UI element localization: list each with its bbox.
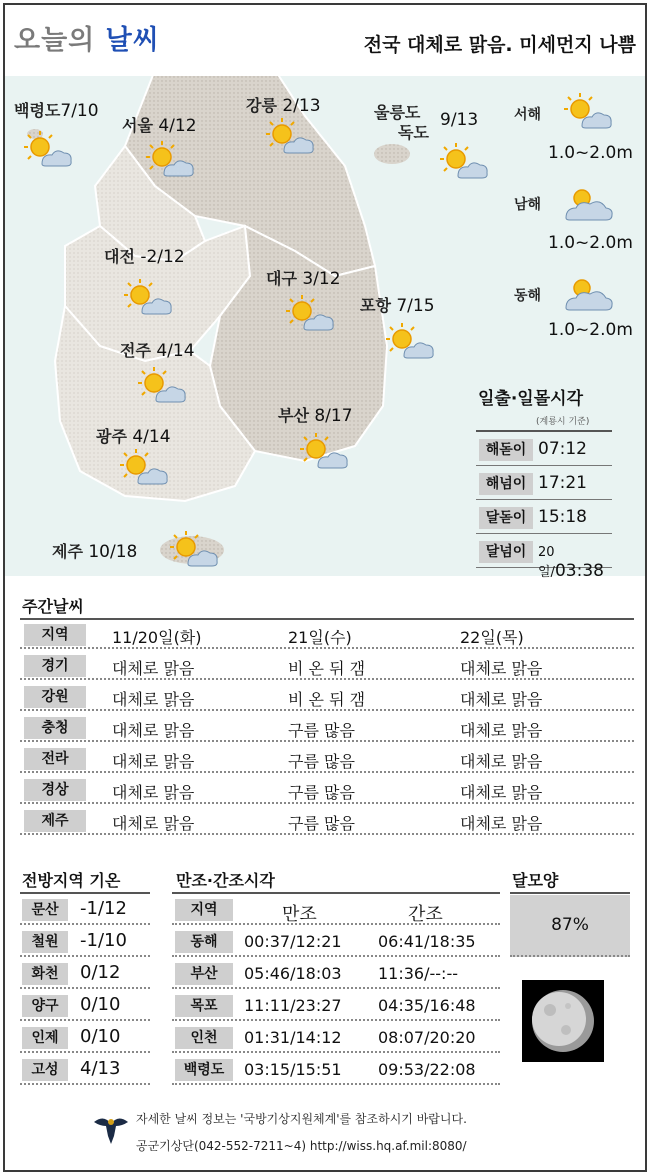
weekly-title: 주간날씨: [22, 597, 84, 616]
table-row: 동해 00:37/12:21 06:41/18:35: [172, 927, 500, 957]
sun-cloud-icon: [134, 366, 188, 406]
sun-row: 달돋이 15:18: [476, 501, 612, 534]
sun-times-title: 일출·일몰시각: [478, 389, 583, 409]
footer-contact: 공군기상단(042-552-7211~4) http://wiss.hq.af.mil:8080/: [136, 1139, 467, 1153]
sun-row: 달넘이 20일/03:38: [476, 535, 612, 568]
tides-title: 만조·간조시각: [176, 871, 275, 890]
city-ulleungdo: 울릉도 독도 9/13: [374, 103, 479, 142]
sea-south-wave: 1.0~2.0m: [548, 233, 633, 253]
city-jeju: 제주 10/18: [52, 542, 138, 562]
sea-south-label: 남해: [514, 197, 542, 213]
page-title: [14, 18, 160, 57]
sun-cloud-icon: [382, 322, 436, 362]
city-gwangju: 광주 4/14: [96, 427, 171, 447]
city-daejeon: 대전 -2/12: [104, 247, 185, 267]
sun-row: 해넘이 17:21: [476, 467, 612, 500]
sun-cloud-icon: [560, 92, 614, 132]
city-baengnyeongdo: 백령도7/10: [14, 101, 99, 121]
table-row: 인천 01:31/14:12 08:07/20:20: [172, 1023, 500, 1053]
sun-cloud-icon: [262, 117, 316, 157]
moon-title: 달모양: [512, 871, 559, 890]
table-row: 경기 대체로 맑음 비 온 뒤 갬 대체로 맑음: [20, 651, 634, 680]
divider: [20, 892, 150, 894]
city-gangneung: 강릉 2/13: [246, 96, 321, 116]
sun-cloud-icon: [20, 130, 74, 170]
city-jeonju: 전주 4/14: [120, 341, 195, 361]
sun-cloud-icon: [142, 140, 196, 180]
sea-west-wave: 1.0~2.0m: [548, 143, 633, 163]
sun-cloud-icon: [296, 432, 350, 472]
sun-cloud-icon: [282, 294, 336, 334]
table-row: 백령도 03:15/15:51 09:53/22:08: [172, 1055, 500, 1085]
cloud-sun-icon: [560, 184, 614, 224]
table-row: 경상 대체로 맑음 구름 많음 대체로 맑음: [20, 775, 634, 804]
city-pohang: 포항 7/15: [360, 296, 435, 316]
title-part1: 오늘의: [14, 25, 96, 56]
table-row: 인제 0/10: [20, 1023, 150, 1053]
table-row: 제주 대체로 맑음 구름 많음 대체로 맑음: [20, 806, 634, 835]
weekly-header-row: 지역 11/20일(화) 21일(수) 22일(목): [20, 620, 634, 649]
sun-cloud-icon: [120, 278, 174, 318]
divider: [510, 892, 630, 894]
sea-east-label: 동해: [514, 288, 542, 304]
title-part2: 날씨: [105, 25, 160, 56]
table-row: 강원 대체로 맑음 비 온 뒤 갬 대체로 맑음: [20, 682, 634, 711]
city-daegu: 대구 3/12: [266, 269, 341, 289]
sun-cloud-icon: [116, 448, 170, 488]
sun-row: 해돋이 07:12: [476, 433, 612, 466]
table-row: 충청 대체로 맑음 구름 많음 대체로 맑음: [20, 713, 634, 742]
cloud-sun-icon: [560, 274, 614, 314]
table-row: 부산 05:46/18:03 11:36/--:--: [172, 959, 500, 989]
eagle-logo-icon: [92, 1112, 130, 1146]
table-row: 문산 -1/12: [20, 895, 150, 925]
sun-cloud-icon: [166, 530, 220, 570]
sea-east-wave: 1.0~2.0m: [548, 320, 633, 340]
table-row: 철원 -1/10: [20, 927, 150, 957]
frontline-title: 전방지역 기온: [22, 871, 121, 890]
moon-phase-icon: [522, 980, 604, 1062]
table-row: 전라 대체로 맑음 구름 많음 대체로 맑음: [20, 744, 634, 773]
headline: 전국 대체로 맑음. 미세먼지 나쁨: [363, 34, 636, 56]
sea-west-label: 서해: [514, 107, 542, 123]
table-row: 화천 0/12: [20, 959, 150, 989]
table-row: 양구 0/10: [20, 991, 150, 1021]
sun-cloud-icon: [436, 142, 490, 182]
moon-percent-box: 87%: [510, 895, 630, 957]
table-row: 목포 11:11/23:27 04:35/16:48: [172, 991, 500, 1021]
divider: [476, 430, 612, 432]
sun-times-note: (계룡시 기준): [536, 417, 590, 427]
footer-note: 자세한 날씨 정보는 '국방기상지원체계'를 참조하시기 바랍니다.: [136, 1112, 467, 1126]
tides-header-row: 지역 만조 간조: [172, 895, 500, 925]
city-seoul: 서울 4/12: [122, 116, 197, 136]
divider: [172, 892, 500, 894]
city-busan: 부산 8/17: [278, 406, 353, 426]
table-row: 고성 4/13: [20, 1055, 150, 1085]
